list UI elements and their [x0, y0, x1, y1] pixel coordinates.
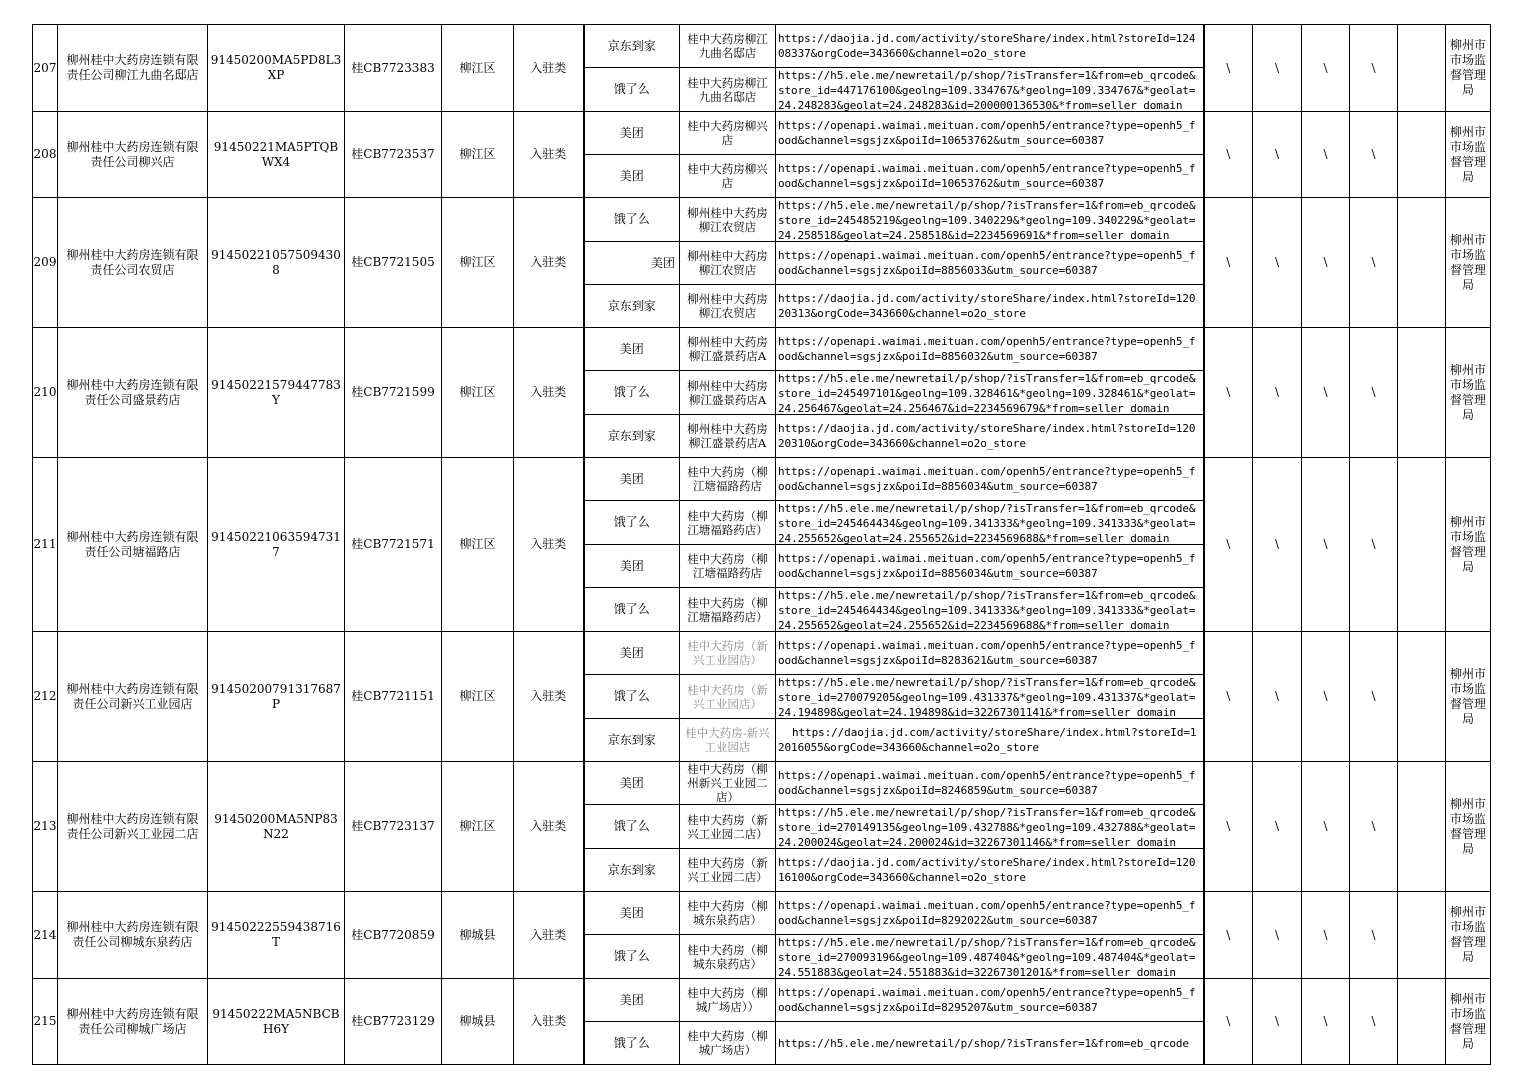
category: 入驻类 — [514, 762, 584, 892]
platform-store-name: 桂中大药房（柳江塘福路药店 — [680, 545, 776, 588]
record-number: 211 — [33, 458, 58, 632]
empty-cell — [1398, 25, 1446, 112]
empty-cell — [1398, 458, 1446, 632]
platform-name: 京东到家 — [584, 849, 680, 892]
field-placeholder-1: \ — [1204, 892, 1253, 979]
store-link-url[interactable] — [776, 762, 1204, 805]
credit-code: 91450222559438716T — [208, 892, 345, 979]
store-link-text[interactable]: https://openapi.waimai.meituan.com/openh5/entrance?type=openh5_food&channel=sgsjzx&poiId=10653762&utm_source=60387 — [778, 162, 1196, 190]
license-number: 桂CB7723129 — [345, 979, 442, 1065]
license-number: 桂CB7721151 — [345, 632, 442, 762]
empty-cell — [1398, 328, 1446, 458]
field-placeholder-4: \ — [1350, 25, 1398, 112]
company-name: 柳州桂中大药房连锁有限责任公司新兴工业园店 — [58, 632, 208, 762]
credit-code: 91450200MA5NP83N22 — [208, 762, 345, 892]
store-link-text[interactable]: https://h5.ele.me/newretail/p/shop/?isTransfer=1&from=eb_qrcode&store_id=245485219&geolng=109.340229&*geolng=109.340229&*geolat=24.258518&geolat=24.258518&id=2234569691&*from=seller_domain — [778, 199, 1196, 242]
field-placeholder-2: \ — [1253, 112, 1302, 198]
credit-code: 914502210575094308 — [208, 198, 345, 328]
district: 柳江区 — [442, 458, 514, 632]
store-link-text[interactable]: https://openapi.waimai.meituan.com/openh5/entrance?type=openh5_food&channel=sgsjzx&poiId=8856034&utm_source=60387 — [778, 552, 1196, 580]
record-number: 214 — [33, 892, 58, 979]
platform-name: 美团 — [584, 892, 680, 935]
authority-name: 柳州市市场监督管理局 — [1446, 762, 1491, 892]
platform-store-name: 桂中大药房（柳城东泉药店） — [680, 935, 776, 979]
record-number: 209 — [33, 198, 58, 328]
store-link-url[interactable] — [776, 719, 1204, 762]
store-link-url[interactable] — [776, 588, 1204, 632]
table-body — [33, 25, 1491, 1065]
field-placeholder-4: \ — [1350, 112, 1398, 198]
store-registry-table — [32, 24, 1491, 1065]
store-link-url[interactable] — [776, 458, 1204, 501]
platform-name: 美团 — [584, 632, 680, 675]
platform-name: 饿了么 — [584, 1022, 680, 1065]
store-link-text[interactable]: https://h5.ele.me/newretail/p/shop/?isTransfer=1&from=eb_qrcode&store_id=245464434&geolng=109.341333&*geolng=109.341333&*geolat=24.255652&geolat=24.255652&id=2234569688&*from=seller_domain — [778, 589, 1196, 632]
platform-name: 美团 — [584, 545, 680, 588]
platform-store-name: 桂中大药房（柳州新兴工业园二店） — [680, 762, 776, 805]
record-number: 212 — [33, 632, 58, 762]
category: 入驻类 — [514, 632, 584, 762]
store-link-url[interactable] — [776, 892, 1204, 935]
store-link-text[interactable]: https://openapi.waimai.meituan.com/openh5/entrance?type=openh5_food&channel=sgsjzx&poiId=8856033&utm_source=60387 — [778, 249, 1196, 277]
license-number: 桂CB7721571 — [345, 458, 442, 632]
platform-name: 京东到家 — [584, 285, 680, 328]
store-link-url[interactable] — [776, 25, 1204, 68]
field-placeholder-2: \ — [1253, 762, 1302, 892]
table-row — [33, 25, 1491, 68]
table-row — [33, 458, 1491, 501]
record-number: 215 — [33, 979, 58, 1065]
category: 入驻类 — [514, 892, 584, 979]
store-link-text[interactable]: https://openapi.waimai.meituan.com/openh5/entrance?type=openh5_food&channel=sgsjzx&poiId=8292022&utm_source=60387 — [778, 899, 1196, 927]
field-placeholder-2: \ — [1253, 198, 1302, 328]
field-placeholder-4: \ — [1350, 632, 1398, 762]
field-placeholder-4: \ — [1350, 762, 1398, 892]
field-placeholder-2: \ — [1253, 979, 1302, 1065]
store-link-url[interactable] — [776, 242, 1204, 285]
platform-store-name: 桂中大药房柳兴店 — [680, 155, 776, 198]
authority-name: 柳州市市场监督管理局 — [1446, 892, 1491, 979]
platform-name: 饿了么 — [584, 68, 680, 112]
store-link-url[interactable] — [776, 415, 1204, 458]
field-placeholder-3: \ — [1302, 112, 1350, 198]
platform-name: 饿了么 — [584, 588, 680, 632]
field-placeholder-4: \ — [1350, 458, 1398, 632]
store-link-text[interactable]: https://openapi.waimai.meituan.com/openh5/entrance?type=openh5_food&channel=sgsjzx&poiId=8856032&utm_source=60387 — [778, 335, 1196, 363]
store-link-text[interactable]: https://h5.ele.me/newretail/p/shop/?isTransfer=1&from=eb_qrcode&store_id=270149135&geolng=109.432788&*geolng=109.432788&*geolat=24.200024&geolat=24.200024&id=32267301146&*from=seller_domain — [778, 806, 1196, 849]
field-placeholder-2: \ — [1253, 25, 1302, 112]
field-placeholder-4: \ — [1350, 328, 1398, 458]
field-placeholder-2: \ — [1253, 892, 1302, 979]
store-link-url[interactable] — [776, 371, 1204, 415]
category: 入驻类 — [514, 328, 584, 458]
empty-cell — [1398, 892, 1446, 979]
platform-name: 饿了么 — [584, 198, 680, 242]
company-name: 柳州桂中大药房连锁有限责任公司柳城东泉药店 — [58, 892, 208, 979]
table-row — [33, 632, 1491, 675]
category: 入驻类 — [514, 979, 584, 1065]
authority-name: 柳州市市场监督管理局 — [1446, 112, 1491, 198]
store-link-text[interactable]: https://h5.ele.me/newretail/p/shop/?isTransfer=1&from=eb_qrcode&store_id=270079205&geolng=109.431337&*geolng=109.431337&*geolat=24.194898&geolat=24.194898&id=32267301141&*from=seller_domain — [778, 676, 1196, 719]
store-link-text[interactable]: https://openapi.waimai.meituan.com/openh5/entrance?type=openh5_food&channel=sgsjzx&poiId=8295207&utm_source=60387 — [778, 986, 1196, 1014]
district: 柳江区 — [442, 762, 514, 892]
platform-name: 京东到家 — [584, 415, 680, 458]
field-placeholder-2: \ — [1253, 458, 1302, 632]
platform-name: 饿了么 — [584, 371, 680, 415]
field-placeholder-3: \ — [1302, 762, 1350, 892]
store-link-text[interactable]: https://h5.ele.me/newretail/p/shop/?isTransfer=1&from=eb_qrcode — [778, 1036, 1189, 1050]
field-placeholder-3: \ — [1302, 458, 1350, 632]
platform-name: 饿了么 — [584, 675, 680, 719]
platform-store-name: 桂中大药房（柳江塘福路药店） — [680, 501, 776, 545]
company-name: 柳州桂中大药房连锁有限责任公司盛景药店 — [58, 328, 208, 458]
field-placeholder-1: \ — [1204, 328, 1253, 458]
platform-store-name: 桂中大药房（新兴工业园二店） — [680, 849, 776, 892]
store-link-text[interactable]: https://daojia.jd.com/activity/storeShare/index.html?storeId=12408337&orgCode=343660&channel=o2o_store — [778, 32, 1196, 60]
district: 柳江区 — [442, 632, 514, 762]
category: 入驻类 — [514, 198, 584, 328]
category: 入驻类 — [514, 112, 584, 198]
store-link-url[interactable] — [776, 849, 1204, 892]
platform-name: 京东到家 — [584, 719, 680, 762]
field-placeholder-4: \ — [1350, 198, 1398, 328]
license-number: 桂CB7723137 — [345, 762, 442, 892]
store-link-text[interactable]: https://openapi.waimai.meituan.com/openh5/entrance?type=openh5_food&channel=sgsjzx&poiId=8283621&utm_source=60387 — [778, 639, 1196, 667]
platform-store-name: 桂中大药房（柳江塘福路药店 — [680, 458, 776, 501]
store-link-url[interactable] — [776, 328, 1204, 371]
field-placeholder-2: \ — [1253, 328, 1302, 458]
platform-store-name: 桂中大药房（柳城东泉药店） — [680, 892, 776, 935]
credit-code: 91450200791317687P — [208, 632, 345, 762]
table-row — [33, 762, 1491, 805]
store-link-url[interactable] — [776, 1022, 1204, 1065]
field-placeholder-3: \ — [1302, 25, 1350, 112]
company-name: 柳州桂中大药房连锁有限责任公司新兴工业园二店 — [58, 762, 208, 892]
platform-store-name: 柳州桂中大药房柳江农贸店 — [680, 285, 776, 328]
platform-name: 美团 — [584, 762, 680, 805]
company-name: 柳州桂中大药房连锁有限责任公司塘福路店 — [58, 458, 208, 632]
category: 入驻类 — [514, 458, 584, 632]
platform-name: 美团 — [584, 242, 680, 285]
store-link-url[interactable] — [776, 545, 1204, 588]
platform-name: 饿了么 — [584, 935, 680, 979]
platform-name: 美团 — [584, 458, 680, 501]
store-link-url[interactable] — [776, 979, 1204, 1022]
company-name: 柳州桂中大药房连锁有限责任公司柳江九曲名邸店 — [58, 25, 208, 112]
store-link-url[interactable] — [776, 112, 1204, 155]
field-placeholder-2: \ — [1253, 632, 1302, 762]
store-link-url[interactable] — [776, 68, 1204, 112]
field-placeholder-3: \ — [1302, 198, 1350, 328]
credit-code: 91450221MA5PTQBWX4 — [208, 112, 345, 198]
field-placeholder-3: \ — [1302, 632, 1350, 762]
platform-store-name: 桂中大药房（新兴工业园二店） — [680, 805, 776, 849]
field-placeholder-4: \ — [1350, 892, 1398, 979]
store-link-url[interactable] — [776, 198, 1204, 242]
store-link-url[interactable] — [776, 675, 1204, 719]
table-row — [33, 328, 1491, 371]
platform-name: 美团 — [584, 155, 680, 198]
field-placeholder-1: \ — [1204, 979, 1253, 1065]
district: 柳江区 — [442, 198, 514, 328]
store-link-text[interactable]: https://h5.ele.me/newretail/p/shop/?isTransfer=1&from=eb_qrcode&store_id=245464434&geolng=109.341333&*geolng=109.341333&*geolat=24.255652&geolat=24.255652&id=2234569688&*from=seller_domain — [778, 502, 1196, 545]
platform-store-name: 柳州桂中大药房柳江盛景药店A — [680, 371, 776, 415]
empty-cell — [1398, 979, 1446, 1065]
record-number: 207 — [33, 25, 58, 112]
empty-cell — [1398, 198, 1446, 328]
table-row — [33, 112, 1491, 155]
platform-store-name: 桂中大药房柳江九曲名邸店 — [680, 68, 776, 112]
authority-name: 柳州市市场监督管理局 — [1446, 328, 1491, 458]
category: 入驻类 — [514, 25, 584, 112]
authority-name: 柳州市市场监督管理局 — [1446, 632, 1491, 762]
district: 柳江区 — [442, 25, 514, 112]
credit-code: 91450221579447783Y — [208, 328, 345, 458]
license-number: 桂CB7723383 — [345, 25, 442, 112]
field-placeholder-4: \ — [1350, 979, 1398, 1065]
authority-name: 柳州市市场监督管理局 — [1446, 979, 1491, 1065]
store-link-url[interactable] — [776, 632, 1204, 675]
field-placeholder-1: \ — [1204, 762, 1253, 892]
table-row — [33, 198, 1491, 242]
platform-name: 美团 — [584, 112, 680, 155]
field-placeholder-3: \ — [1302, 328, 1350, 458]
credit-code: 914502210635947317 — [208, 458, 345, 632]
platform-store-name: 桂中大药房-新兴工业园店 — [680, 719, 776, 762]
district: 柳城县 — [442, 892, 514, 979]
field-placeholder-1: \ — [1204, 458, 1253, 632]
field-placeholder-3: \ — [1302, 979, 1350, 1065]
store-link-text[interactable]: https://openapi.waimai.meituan.com/openh5/entrance?type=openh5_food&channel=sgsjzx&poiId=10653762&utm_source=60387 — [778, 119, 1196, 147]
empty-cell — [1398, 112, 1446, 198]
platform-store-name: 桂中大药房柳兴店 — [680, 112, 776, 155]
store-link-url[interactable] — [776, 501, 1204, 545]
platform-store-name: 桂中大药房（柳城广场店）） — [680, 979, 776, 1022]
authority-name: 柳州市市场监督管理局 — [1446, 198, 1491, 328]
credit-code: 91450200MA5PD8L3XP — [208, 25, 345, 112]
authority-name: 柳州市市场监督管理局 — [1446, 458, 1491, 632]
table-row — [33, 892, 1491, 935]
store-link-text[interactable]: https://daojia.jd.com/activity/storeShare/index.html?storeId=12016100&orgCode=343660&channel=o2o_store — [778, 856, 1196, 884]
platform-store-name: 桂中大药房（柳江塘福路药店） — [680, 588, 776, 632]
company-name: 柳州桂中大药房连锁有限责任公司柳城广场店 — [58, 979, 208, 1065]
store-link-url[interactable] — [776, 285, 1204, 328]
license-number: 桂CB7721599 — [345, 328, 442, 458]
field-placeholder-1: \ — [1204, 112, 1253, 198]
platform-name: 美团 — [584, 328, 680, 371]
field-placeholder-3: \ — [1302, 892, 1350, 979]
platform-store-name: 柳州桂中大药房柳江农贸店 — [680, 198, 776, 242]
company-name: 柳州桂中大药房连锁有限责任公司农贸店 — [58, 198, 208, 328]
district: 柳江区 — [442, 328, 514, 458]
record-number: 210 — [33, 328, 58, 458]
store-link-url[interactable] — [776, 935, 1204, 979]
district: 柳江区 — [442, 112, 514, 198]
store-link-text[interactable]: https://h5.ele.me/newretail/p/shop/?isTransfer=1&from=eb_qrcode&store_id=270093196&geolng=109.487404&*geolng=109.487404&*geolat=24.551883&geolat=24.551883&id=32267301201&*from=seller_domain — [778, 936, 1196, 979]
district: 柳城县 — [442, 979, 514, 1065]
platform-store-name: 桂中大药房（柳城广场店） — [680, 1022, 776, 1065]
platform-store-name: 柳州桂中大药房柳江盛景药店A — [680, 415, 776, 458]
platform-store-name: 桂中大药房（新兴工业园店） — [680, 632, 776, 675]
license-number: 桂CB7723537 — [345, 112, 442, 198]
platform-store-name: 柳州桂中大药房柳江盛景药店A — [680, 328, 776, 371]
empty-cell — [1398, 762, 1446, 892]
platform-name: 京东到家 — [584, 25, 680, 68]
platform-name: 饿了么 — [584, 501, 680, 545]
license-number: 桂CB7720859 — [345, 892, 442, 979]
spreadsheet-page — [32, 24, 1490, 1057]
store-link-text[interactable]: https://h5.ele.me/newretail/p/shop/?isTransfer=1&from=eb_qrcode&store_id=245497101&geolng=109.328461&*geolng=109.328461&*geolat=24.256467&geolat=24.256467&id=2234569679&*from=seller_domain — [778, 372, 1196, 415]
authority-name: 柳州市市场监督管理局 — [1446, 25, 1491, 112]
store-link-url[interactable] — [776, 155, 1204, 198]
platform-name: 美团 — [584, 979, 680, 1022]
platform-store-name: 桂中大药房（新兴工业园店） — [680, 675, 776, 719]
store-link-text[interactable]: https://daojia.jd.com/activity/storeShare/index.html?storeId=12016055&orgCode=343660&channel=o2o_store — [778, 726, 1197, 754]
credit-code: 91450222MA5NBCBH6Y — [208, 979, 345, 1065]
company-name: 柳州桂中大药房连锁有限责任公司柳兴店 — [58, 112, 208, 198]
store-link-text[interactable]: https://h5.ele.me/newretail/p/shop/?isTransfer=1&from=eb_qrcode&store_id=447176100&geolng=109.334767&*geolng=109.334767&*geolat=24.248283&geolat=24.248283&id=200000136530&*from=seller_domain — [778, 69, 1196, 112]
record-number: 213 — [33, 762, 58, 892]
record-number: 208 — [33, 112, 58, 198]
platform-store-name: 柳州桂中大药房柳江农贸店 — [680, 242, 776, 285]
field-placeholder-1: \ — [1204, 632, 1253, 762]
license-number: 桂CB7721505 — [345, 198, 442, 328]
store-link-text[interactable]: https://daojia.jd.com/activity/storeShare/index.html?storeId=12020313&orgCode=343660&channel=o2o_store — [778, 292, 1196, 320]
field-placeholder-1: \ — [1204, 25, 1253, 112]
store-link-text[interactable]: https://openapi.waimai.meituan.com/openh5/entrance?type=openh5_food&channel=sgsjzx&poiId=8856034&utm_source=60387 — [778, 465, 1196, 493]
store-link-text[interactable]: https://daojia.jd.com/activity/storeShare/index.html?storeId=12020310&orgCode=343660&channel=o2o_store — [778, 422, 1196, 450]
platform-name: 饿了么 — [584, 805, 680, 849]
platform-store-name: 桂中大药房柳江九曲名邸店 — [680, 25, 776, 68]
store-link-url[interactable] — [776, 805, 1204, 849]
table-row — [33, 979, 1491, 1022]
store-link-text[interactable]: https://openapi.waimai.meituan.com/openh5/entrance?type=openh5_food&channel=sgsjzx&poiId=8246859&utm_source=60387 — [778, 769, 1196, 797]
empty-cell — [1398, 632, 1446, 762]
field-placeholder-1: \ — [1204, 198, 1253, 328]
